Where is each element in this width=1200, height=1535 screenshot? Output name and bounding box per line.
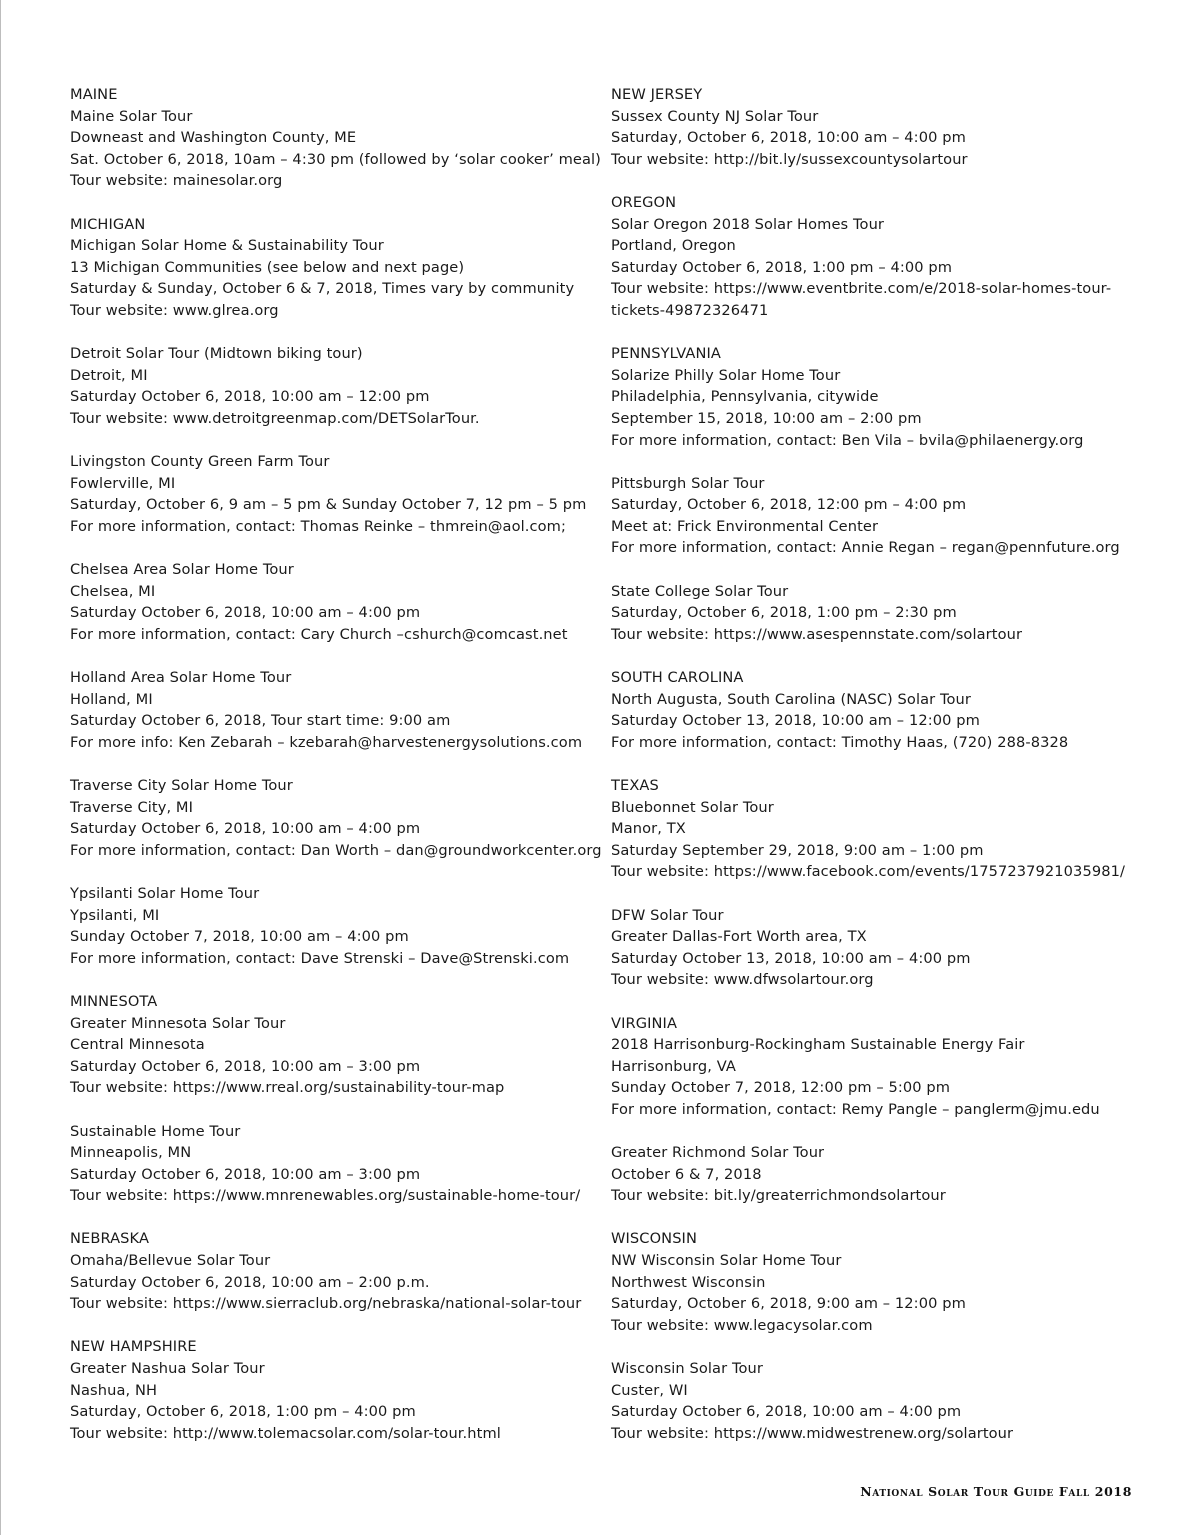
tour-entry-michigan — [70, 214, 600, 322]
tour-detail: Greater Dallas-Fort Worth area, TX — [611, 928, 867, 946]
tour-entry-state-college-solar-tour — [611, 581, 1171, 646]
tour-contact: Tour website: https://www.sierraclub.org/nebraska/national-solar-tour — [70, 1295, 582, 1313]
tour-name: Omaha/Bellevue Solar Tour — [70, 1252, 271, 1270]
tour-name: Greater Minnesota Solar Tour — [70, 1014, 286, 1032]
tour-detail: Holland, MI — [70, 690, 153, 708]
tour-contact: For more information, contact: Annie Regan – regan@pennfuture.org — [611, 539, 1120, 557]
tour-detail: Saturday October 6, 2018, 1:00 pm – 4:00 pm — [611, 258, 953, 276]
tour-detail: Meet at: Frick Environmental Center — [611, 517, 879, 535]
tour-detail: September 15, 2018, 10:00 am – 2:00 pm — [611, 409, 922, 427]
tour-contact: Tour website: http://www.tolemacsolar.com/solar-tour.html — [70, 1424, 501, 1442]
tour-entry-oregon — [611, 192, 1171, 322]
tour-contact: Tour website: https://www.rreal.org/sustainability-tour-map — [70, 1079, 505, 1097]
tour-entry-maine — [70, 84, 600, 192]
tour-detail: Saturday October 6, 2018, 10:00 am – 12:00 pm — [70, 388, 430, 406]
tour-name: Traverse City Solar Home Tour — [70, 777, 293, 794]
tour-detail: Saturday October 13, 2018, 10:00 am – 4:00 pm — [611, 949, 971, 967]
tour-contact: Tour website: https://www.facebook.com/events/1757237921035981/ — [611, 863, 1126, 881]
tour-entry-dfw-solar-tour — [611, 905, 1171, 991]
tour-detail: Sunday October 7, 2018, 10:00 am – 4:00 pm — [70, 928, 409, 946]
tour-entry-detroit-solar-tour-midtown-biking-tour — [70, 343, 600, 429]
tour-detail: Fowlerville, MI — [70, 474, 176, 492]
state-heading: NEBRASKA — [70, 1230, 150, 1248]
tour-entry-new-jersey — [611, 84, 1171, 170]
tour-detail: Saturday, October 6, 2018, 9:00 am – 12:00 pm — [611, 1295, 966, 1313]
tour-detail: Saturday, October 6, 9 am – 5 pm & Sunday October 7, 12 pm – 5 pm — [70, 496, 587, 514]
tour-contact: For more information, contact: Dave Strenski – Dave@Strenski.com — [70, 949, 570, 967]
tour-entry-ypsilanti-solar-home-tour — [70, 883, 600, 969]
tour-contact: For more information, contact: Thomas Reinke – thmrein@aol.com; — [70, 517, 566, 535]
state-heading: PENNSYLVANIA — [611, 345, 721, 363]
tour-detail: Saturday, October 6, 2018, 10:00 am – 4:00 pm — [611, 129, 966, 147]
state-heading: MINNESOTA — [70, 992, 158, 1010]
tour-entry-holland-area-solar-home-tour — [70, 667, 600, 753]
tour-entry-greater-richmond-solar-tour — [611, 1142, 1171, 1207]
tour-name: Livingston County Green Farm Tour — [70, 453, 330, 471]
tour-name: Chelsea Area Solar Home Tour — [70, 561, 294, 579]
tour-name: Solarize Philly Solar Home Tour — [611, 366, 841, 384]
tour-name: Maine Solar Tour — [70, 107, 193, 125]
tour-detail: Portland, Oregon — [611, 237, 736, 255]
tour-contact: Tour website: mainesolar.org — [70, 172, 283, 190]
tour-detail: Philadelphia, Pennsylvania, citywide — [611, 388, 879, 406]
tour-contact: For more information, contact: Dan Worth – dan@groundworkcenter.org — [70, 841, 602, 859]
tour-name: Ypsilanti Solar Home Tour — [70, 884, 260, 902]
tour-name: Pittsburgh Solar Tour — [611, 474, 765, 492]
tour-detail: Sunday October 7, 2018, 12:00 pm – 5:00 pm — [611, 1079, 951, 1097]
state-heading: NEW JERSEY — [611, 86, 703, 103]
tour-detail: Saturday September 29, 2018, 9:00 am – 1:00 pm — [611, 841, 984, 859]
tour-entry-nebraska — [70, 1228, 600, 1314]
tour-name: DFW Solar Tour — [611, 906, 724, 924]
tour-detail: Ypsilanti, MI — [70, 906, 160, 924]
tour-detail: Saturday October 6, 2018, 10:00 am – 4:00 pm — [611, 1403, 962, 1421]
tour-entry-wisconsin — [611, 1228, 1171, 1336]
tour-detail: 13 Michigan Communities (see below and next page) — [70, 258, 465, 276]
tour-detail: October 6 & 7, 2018 — [611, 1165, 762, 1183]
tour-detail: Central Minnesota — [70, 1036, 205, 1054]
tour-detail: Saturday, October 6, 2018, 1:00 pm – 2:30 pm — [611, 604, 957, 622]
tour-entry-pittsburgh-solar-tour — [611, 473, 1171, 559]
tour-contact: Tour website: https://www.asespennstate.com/solartour — [611, 625, 1023, 643]
tour-name: Solar Oregon 2018 Solar Homes Tour — [611, 215, 885, 233]
tour-name: Bluebonnet Solar Tour — [611, 798, 774, 816]
tour-entry-new-hampshire — [70, 1336, 600, 1444]
tour-contact: Tour website: https://www.mnrenewables.org/sustainable-home-tour/ — [70, 1187, 581, 1205]
tour-contact: Tour website: www.legacysolar.com — [611, 1316, 873, 1334]
state-heading: OREGON — [611, 193, 677, 211]
tour-detail: Detroit, MI — [70, 366, 148, 384]
state-heading: SOUTH CAROLINA — [611, 669, 744, 687]
tour-detail: Saturday October 6, 2018, 10:00 am – 3:00 pm — [70, 1057, 421, 1075]
tour-entry-minnesota — [70, 991, 600, 1099]
tour-name: Sussex County NJ Solar Tour — [611, 107, 819, 125]
tour-name: Greater Nashua Solar Tour — [70, 1360, 265, 1378]
tour-name: 2018 Harrisonburg-Rockingham Sustainable Energy Fair — [611, 1036, 1025, 1054]
tour-contact: For more information, contact: Cary Church –cshurch@comcast.net — [70, 625, 568, 643]
tour-detail: Harrisonburg, VA — [611, 1057, 736, 1075]
tour-name: Michigan Solar Home & Sustainability Tour — [70, 237, 384, 255]
tour-detail: Downeast and Washington County, ME — [70, 129, 357, 147]
tour-detail: Minneapolis, MN — [70, 1144, 192, 1162]
state-heading: MICHIGAN — [70, 215, 146, 233]
tour-detail: Nashua, NH — [70, 1381, 158, 1399]
tour-contact: Tour website: http://bit.ly/sussexcountysolartour — [611, 150, 968, 168]
tour-name: Holland Area Solar Home Tour — [70, 669, 292, 687]
tour-detail: Saturday October 6, 2018, 10:00 am – 4:00 pm — [70, 604, 421, 622]
tour-detail: Saturday & Sunday, October 6 & 7, 2018, Times vary by community — [70, 280, 575, 298]
tour-contact: For more information, contact: Remy Pangle – panglerm@jmu.edu — [611, 1100, 1100, 1118]
tour-entry-wisconsin-solar-tour — [611, 1358, 1171, 1444]
tour-entry-south-carolina — [611, 667, 1171, 753]
tour-contact: Tour website: www.dfwsolartour.org — [611, 971, 874, 989]
state-heading: WISCONSIN — [611, 1230, 697, 1248]
tour-contact: Tour website: bit.ly/greaterrichmondsolartour — [611, 1187, 946, 1205]
left-column — [70, 84, 600, 1466]
tour-contact: Tour website: https://www.eventbrite.com/e/2018-solar-homes-tour- — [611, 280, 1112, 298]
tour-name: Detroit Solar Tour (Midtown biking tour) — [70, 345, 363, 363]
tour-name: Greater Richmond Solar Tour — [611, 1144, 825, 1162]
tour-entry-traverse-city-solar-home-tour — [70, 775, 600, 861]
tour-detail: Traverse City, MI — [70, 798, 194, 816]
tour-contact: For more info: Ken Zebarah – kzebarah@harvestenergysolutions.com — [70, 733, 583, 751]
tour-entry-sustainable-home-tour — [70, 1121, 600, 1207]
tour-detail: Saturday October 13, 2018, 10:00 am – 12:00 pm — [611, 712, 980, 730]
tour-contact: Tour website: https://www.midwestrenew.org/solartour — [611, 1424, 1014, 1442]
tour-detail: Manor, TX — [611, 820, 686, 838]
tour-detail: Custer, WI — [611, 1381, 688, 1399]
footer-publication-title: National Solar Tour Guide Fall 2018 — [860, 1484, 1132, 1499]
tour-detail: Saturday October 6, 2018, 10:00 am – 3:00 pm — [70, 1165, 421, 1183]
tour-contact: For more information, contact: Ben Vila – bvila@philaenergy.org — [611, 431, 1084, 449]
tour-contact: Tour website: www.glrea.org — [70, 301, 279, 319]
tour-contact: For more information, contact: Timothy Haas, (720) 288-8328 — [611, 733, 1069, 751]
tour-entry-chelsea-area-solar-home-tour — [70, 559, 600, 645]
state-heading: NEW HAMPSHIRE — [70, 1338, 197, 1356]
tour-detail: Saturday, October 6, 2018, 12:00 pm – 4:00 pm — [611, 496, 967, 514]
tour-detail: Saturday, October 6, 2018, 1:00 pm – 4:00 pm — [70, 1403, 416, 1421]
tour-name: NW Wisconsin Solar Home Tour — [611, 1252, 842, 1270]
tour-entry-livingston-county-green-farm-tour — [70, 451, 600, 537]
tour-name: North Augusta, South Carolina (NASC) Solar Tour — [611, 690, 972, 708]
tour-name: Wisconsin Solar Tour — [611, 1360, 763, 1378]
state-heading: TEXAS — [611, 777, 659, 794]
tour-detail: Chelsea, MI — [70, 582, 156, 600]
tour-entry-texas — [611, 775, 1171, 883]
tour-detail: tickets-49872326471 — [611, 301, 769, 319]
tour-detail: Northwest Wisconsin — [611, 1273, 766, 1291]
tour-detail: Sat. October 6, 2018, 10am – 4:30 pm (followed by ‘solar cooker’ meal) — [70, 150, 601, 168]
tour-contact: Tour website: www.detroitgreenmap.com/DETSolarTour. — [70, 409, 480, 427]
tour-name: State College Solar Tour — [611, 582, 789, 600]
state-heading: VIRGINIA — [611, 1014, 678, 1032]
tour-entry-pennsylvania — [611, 343, 1171, 451]
tour-detail: Saturday October 6, 2018, Tour start time: 9:00 am — [70, 712, 451, 730]
tour-detail: Saturday October 6, 2018, 10:00 am – 2:00 p.m. — [70, 1273, 430, 1291]
tour-detail: Saturday October 6, 2018, 10:00 am – 4:00 pm — [70, 820, 421, 838]
right-column — [611, 84, 1171, 1466]
tour-name: Sustainable Home Tour — [70, 1122, 241, 1140]
state-heading: MAINE — [70, 86, 118, 103]
tour-entry-virginia — [611, 1013, 1171, 1121]
page-edge — [0, 0, 1, 1535]
